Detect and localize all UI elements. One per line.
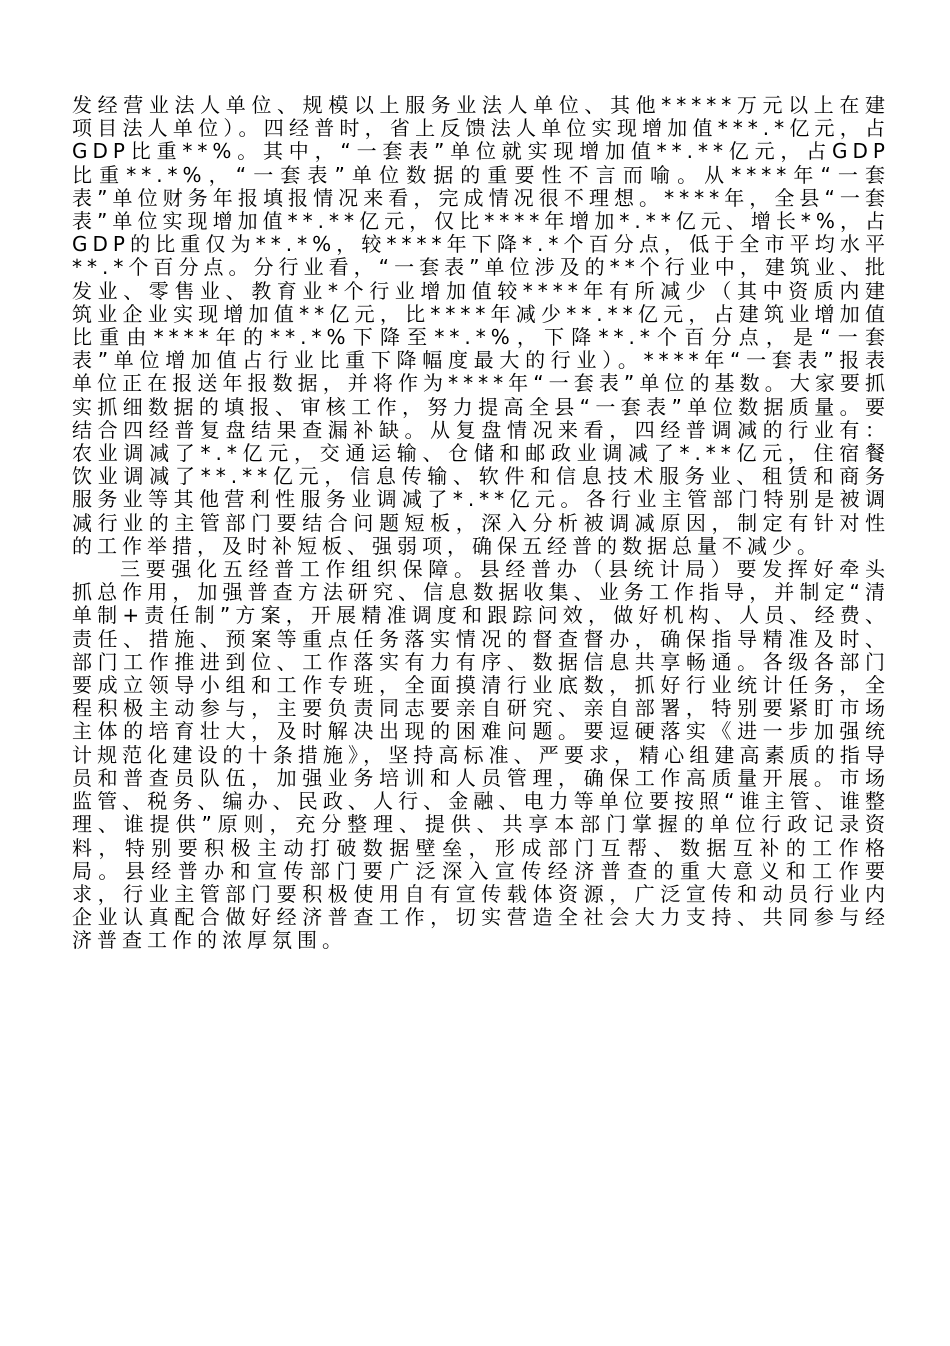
- paragraph-2: 三要强化五经普工作组织保障。县经普办（县统计局）要发挥好牵头抓总作用，加强普查方法研究、信息数据收集、业务工作指导，并制定“清单制+责任制”方案，开展精准调度和跟踪问效，做好机构、人员、经费、责任、措施、预案等重点任务落实情况的督查督办，确保指导精准及时、部门工作推进到位、工作落实有力有序、数据信息共享畅通。各级各部门要成立领导小组和工作专班，全面摸清行业底数，抓好行业统计任务，全程积极主动参与，主要负责同志要亲自研究、亲自部署，特别要紧盯市场主体的培育壮大，及时解决出现的困难问题。要逗硬落实《进一步加强统计规范化建设的十条措施》，坚持高标准、严要求，精心组建高素质的指导员和普查员队伍，加强业务培训和人员管理，确保工作高质量开展。市场监管、税务、编办、民政、人行、金融、电力等单位要按照“谁主管、谁整理、谁提供”原则，充分整理、提供、共享本部门掌握的单位行政记录资料，特别要积极主动打破数据壁垒，形成部门互帮、数据互补的工作格局。县经普办和宣传部门要广泛深入宣传经济普查的重大意义和工作要求，行业主管部门要积极使用自有宣传载体资源，广泛宣传和动员行业内企业认真配合做好经济普查工作，切实营造全社会大力支持、共同参与经济普查工作的浓厚氛围。: [72, 557, 890, 953]
- document-body: [72, 94, 890, 953]
- paragraph-1: 发经营业法人单位、规模以上服务业法人单位、其他*****万元以上在建项目法人单位）。四经普时，省上反馈法人单位实现增加值***.*亿元，占GDP比重**%。其中，“一套表”单位就实现增加值**.**亿元，占GDP比重**.*%，“一套表”单位数据的重要性不言而喻。从****年“一套表”单位财务年报填报情况来看，完成情况很不理想。****年，全县“一套表”单位实现增加值**.**亿元，仅比****年增加*.**亿元、增长*%，占GDP的比重仅为**.*%，较****年下降*.*个百分点，低于全市平均水平**.*个百分点。分行业看，“一套表”单位涉及的**个行业中，建筑业、批发业、零售业、教育业*个行业增加值较****年有所减少（其中资质内建筑业企业实现增加值**亿元，比****年减少**.**亿元，占建筑业增加值比重由****年的**.*%下降至**.*%，下降**.*个百分点，是“一套表”单位增加值占行业比重下降幅度最大的行业）。****年“一套表”报表单位正在报送年报数据，并将作为****年“一套表”单位的基数。大家要抓实抓细数据的填报、审核工作，努力提高全县“一套表”单位数据质量。要结合四经普复盘结果查漏补缺。从复盘情况来看，四经普调减的行业有：农业调减了*.*亿元，交通运输、仓储和邮政业调减了*.**亿元，住宿餐饮业调减了**.**亿元，信息传输、软件和信息技术服务业、租赁和商务服务业等其他营利性服务业调减了*.**亿元。各行业主管部门特别是被调减行业的主管部门要结合问题短板，深入分析被调减原因，制定有针对性的工作举措，及时补短板、强弱项，确保五经普的数据总量不减少。: [72, 93, 890, 558]
